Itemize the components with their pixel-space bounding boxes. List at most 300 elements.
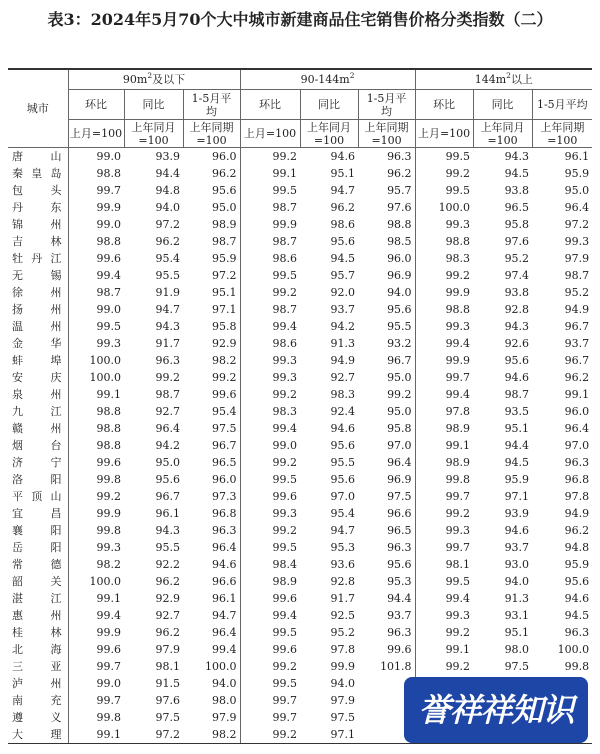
index-cell-avg: 96.1 <box>564 150 590 163</box>
index-cell-yoy: 95.7 <box>330 269 356 282</box>
city-cell <box>8 267 68 284</box>
city-name: 常德 <box>12 558 62 571</box>
index-cell-yoy: 94.3 <box>504 150 530 163</box>
index-cell-yoy: 97.8 <box>330 643 356 656</box>
city-name: 洛阳 <box>12 473 62 486</box>
index-cell-yoy: 94.3 <box>504 320 530 333</box>
base-label-same-month-last-year: 上年同月=100 <box>473 120 532 148</box>
table-row <box>8 403 592 420</box>
index-cell-mom: 99.4 <box>445 337 471 350</box>
city-cell <box>8 505 68 522</box>
table-row <box>8 148 592 166</box>
index-cell-yoy: 94.7 <box>155 303 180 316</box>
index-cell-avg: 96.0 <box>358 250 415 267</box>
index-cell-yoy: 92.7 <box>330 371 356 384</box>
index-cell-yoy: 95.3 <box>330 541 356 554</box>
index-cell-yoy: 93.7 <box>504 541 530 554</box>
index-cell-yoy: 92.2 <box>155 558 180 571</box>
city-name: 扬州 <box>12 303 62 316</box>
index-cell-yoy: 98.6 <box>330 218 356 231</box>
index-cell-mom: 99.5 <box>272 473 298 486</box>
index-cell-mom: 99.0 <box>272 439 298 452</box>
index-cell-avg: 98.7 <box>564 269 590 282</box>
index-cell-yoy: 98.7 <box>155 388 180 401</box>
city-name: 泸州 <box>12 677 62 690</box>
index-cell-avg: 94.6 <box>564 592 590 605</box>
index-cell-yoy: 94.5 <box>330 252 356 265</box>
index-cell-yoy: 95.8 <box>504 218 530 231</box>
city-cell <box>8 369 68 386</box>
index-cell-yoy: 95.6 <box>330 473 356 486</box>
index-cell-yoy: 95.9 <box>504 473 530 486</box>
index-cell-yoy: 95.5 <box>155 269 180 282</box>
city-name: 襄阳 <box>12 524 62 537</box>
index-cell-yoy: 95.2 <box>330 626 356 639</box>
index-cell-mom: 98.9 <box>272 575 298 588</box>
index-cell-avg: 96.3 <box>358 148 415 166</box>
index-cell-yoy: 94.6 <box>330 422 356 435</box>
table-header <box>8 69 592 148</box>
index-cell-avg: 95.4 <box>183 403 240 420</box>
index-cell-mom: 99.4 <box>96 609 121 622</box>
index-cell-avg: 95.8 <box>183 318 240 335</box>
index-cell-yoy: 95.2 <box>504 252 530 265</box>
index-cell-avg: 96.0 <box>564 405 590 418</box>
index-cell-avg: 94.9 <box>564 507 590 520</box>
table-row <box>8 505 592 522</box>
index-cell-mom: 99.9 <box>96 507 121 520</box>
index-cell-yoy: 95.6 <box>330 439 356 452</box>
index-cell-avg: 100.0 <box>183 658 240 675</box>
table-row <box>8 488 592 505</box>
index-cell-yoy: 94.7 <box>330 184 356 197</box>
col-header-avg-label: 1-5月平均 <box>191 91 232 118</box>
index-cell-avg: 96.2 <box>564 371 590 384</box>
index-cell-mom: 99.2 <box>445 660 471 673</box>
index-cell-avg: 95.6 <box>183 182 240 199</box>
index-cell-avg: 94.4 <box>358 590 415 607</box>
index-cell-yoy: 94.5 <box>504 167 530 180</box>
index-cell-yoy: 96.3 <box>155 354 180 367</box>
index-cell-avg: 95.9 <box>183 250 240 267</box>
index-cell-yoy: 94.0 <box>504 575 530 588</box>
index-cell-avg: 93.7 <box>358 607 415 624</box>
index-cell-mom: 98.9 <box>445 456 471 469</box>
index-cell-avg: 96.3 <box>564 626 590 639</box>
index-cell-yoy: 97.5 <box>330 711 356 724</box>
index-cell-yoy: 94.6 <box>504 524 530 537</box>
watermark-logo: 誉祥祥知识 <box>404 677 588 743</box>
index-cell-yoy: 96.2 <box>155 575 180 588</box>
index-cell-avg: 97.6 <box>358 199 415 216</box>
index-cell-yoy: 99.9 <box>330 660 356 673</box>
index-cell-yoy: 98.3 <box>330 388 356 401</box>
city-name: 遵义 <box>12 711 62 724</box>
group-label-sup: 2 <box>349 71 355 80</box>
index-cell-yoy: 95.4 <box>330 507 356 520</box>
index-cell-yoy: 92.5 <box>330 609 356 622</box>
index-cell-avg: 96.9 <box>358 471 415 488</box>
table-row <box>8 216 592 233</box>
index-cell-yoy: 93.7 <box>330 303 356 316</box>
index-cell-yoy: 96.2 <box>155 626 180 639</box>
index-cell-avg: 96.7 <box>564 320 590 333</box>
index-cell-avg: 97.5 <box>358 488 415 505</box>
index-cell-mom: 99.5 <box>272 626 298 639</box>
index-cell-yoy: 95.6 <box>155 473 180 486</box>
city-name: 金华 <box>12 337 62 350</box>
index-cell-avg: 97.2 <box>183 267 240 284</box>
index-cell-avg: 94.6 <box>183 556 240 573</box>
index-cell-mom: 99.9 <box>96 201 121 214</box>
table-row <box>8 352 592 369</box>
index-cell-yoy: 97.1 <box>504 490 530 503</box>
index-cell-mom: 99.4 <box>272 609 298 622</box>
index-cell-yoy: 94.0 <box>155 201 180 214</box>
index-cell-mom: 99.6 <box>272 490 298 503</box>
index-cell-yoy: 93.8 <box>504 286 530 299</box>
city-cell <box>8 641 68 658</box>
city-name: 徐州 <box>12 286 62 299</box>
index-cell-mom: 99.2 <box>272 524 298 537</box>
city-cell <box>8 488 68 505</box>
index-cell-mom: 98.8 <box>96 422 121 435</box>
index-cell-avg: 95.0 <box>358 403 415 420</box>
city-name: 三亚 <box>12 660 62 673</box>
city-name: 丹东 <box>12 201 62 214</box>
index-cell-mom: 98.7 <box>272 303 298 316</box>
col-header-yoy: 同比 <box>124 90 183 120</box>
city-cell <box>8 437 68 454</box>
index-cell-yoy: 96.2 <box>155 235 180 248</box>
table-row <box>8 471 592 488</box>
city-name: 北海 <box>12 643 62 656</box>
city-cell <box>8 658 68 675</box>
index-cell-yoy: 97.5 <box>504 660 530 673</box>
index-cell-mom: 98.8 <box>96 235 121 248</box>
index-cell-yoy: 92.4 <box>330 405 356 418</box>
index-cell-mom: 99.6 <box>272 592 298 605</box>
index-cell-avg: 94.5 <box>564 609 590 622</box>
index-cell-avg: 94.7 <box>183 607 240 624</box>
index-cell-yoy: 98.1 <box>155 660 180 673</box>
city-name: 大理 <box>12 728 62 741</box>
index-cell-avg: 95.1 <box>183 284 240 301</box>
index-cell-avg: 96.2 <box>183 165 240 182</box>
group-label-sup: 2 <box>506 71 511 80</box>
index-cell-mom: 98.8 <box>445 235 471 248</box>
index-cell-avg: 95.7 <box>358 182 415 199</box>
city-cell <box>8 726 68 744</box>
group-label-suffix: 以上 <box>510 73 533 86</box>
index-cell-mom: 99.6 <box>96 643 121 656</box>
index-cell-avg: 95.9 <box>564 558 590 571</box>
index-cell-yoy: 93.0 <box>504 558 530 571</box>
index-cell-mom: 99.6 <box>272 643 298 656</box>
index-cell-avg: 96.2 <box>564 524 590 537</box>
table-row <box>8 284 592 301</box>
table-row <box>8 165 592 182</box>
index-cell-avg: 97.3 <box>183 488 240 505</box>
city-cell <box>8 233 68 250</box>
city-name: 南充 <box>12 694 62 707</box>
city-name: 锦州 <box>12 218 62 231</box>
index-cell-yoy: 94.4 <box>504 439 530 452</box>
base-label-prev-month: 上月=100 <box>415 120 473 148</box>
index-cell-mom: 98.8 <box>445 303 471 316</box>
index-cell-yoy: 97.1 <box>300 726 358 744</box>
table-row <box>8 250 592 267</box>
index-cell-mom: 99.0 <box>96 150 121 163</box>
city-name: 桂林 <box>12 626 62 639</box>
city-name: 湛江 <box>12 592 62 605</box>
index-cell-mom: 99.8 <box>96 473 121 486</box>
index-cell-yoy: 93.6 <box>330 558 356 571</box>
index-cell-mom: 99.4 <box>445 388 471 401</box>
index-cell-avg: 95.6 <box>564 575 590 588</box>
index-cell-mom: 99.3 <box>445 524 471 537</box>
city-name: 无锡 <box>12 269 62 282</box>
index-cell-yoy: 94.2 <box>155 439 180 452</box>
index-cell-avg: 96.6 <box>183 573 240 590</box>
index-cell-yoy: 95.6 <box>504 354 530 367</box>
table-row <box>8 369 592 386</box>
index-cell-yoy: 98.0 <box>504 643 530 656</box>
city-cell <box>8 590 68 607</box>
city-cell <box>8 250 68 267</box>
index-cell-mom: 99.3 <box>272 371 298 384</box>
city-cell <box>8 624 68 641</box>
index-cell-avg: 99.6 <box>358 641 415 658</box>
index-cell-yoy: 95.5 <box>155 541 180 554</box>
index-cell-avg: 95.8 <box>358 420 415 437</box>
index-cell-avg: 101.8 <box>358 658 415 675</box>
index-cell-avg: 100.0 <box>557 643 590 656</box>
index-cell-yoy: 99.2 <box>155 371 180 384</box>
index-cell-avg: 99.4 <box>183 641 240 658</box>
city-cell <box>8 284 68 301</box>
index-cell-mom: 99.4 <box>445 592 471 605</box>
base-label-same-period-last-year: 上年同期=100 <box>532 120 592 148</box>
index-cell-mom: 99.3 <box>445 609 471 622</box>
city-name: 蚌埠 <box>12 354 62 367</box>
group-label: 90m <box>122 73 148 86</box>
index-cell-mom: 99.5 <box>272 677 298 690</box>
city-cell <box>8 675 68 692</box>
index-cell-mom: 99.5 <box>272 269 298 282</box>
index-cell-mom: 98.6 <box>272 252 298 265</box>
index-cell-avg: 99.8 <box>564 660 590 673</box>
index-cell-avg: 97.1 <box>183 301 240 318</box>
index-cell-avg: 96.5 <box>183 454 240 471</box>
city-name: 温州 <box>12 320 62 333</box>
index-cell-avg: 99.6 <box>183 386 240 403</box>
city-name: 包头 <box>12 184 62 197</box>
base-label-prev-month: 上月=100 <box>240 120 300 148</box>
base-label-same-period-last-year: 上年同期=100 <box>358 120 415 148</box>
index-cell-mom: 99.6 <box>96 456 121 469</box>
col-header-yoy: 同比 <box>300 90 358 120</box>
index-cell-mom: 100.0 <box>89 575 121 588</box>
index-cell-avg: 99.1 <box>564 388 590 401</box>
index-cell-avg: 99.2 <box>358 386 415 403</box>
index-cell-mom: 99.7 <box>96 660 121 673</box>
city-cell <box>8 454 68 471</box>
index-cell-yoy: 96.4 <box>155 422 180 435</box>
index-cell-yoy: 92.9 <box>155 592 180 605</box>
index-cell-yoy: 92.7 <box>155 609 180 622</box>
index-cell-avg: 95.6 <box>358 301 415 318</box>
index-cell-avg: 98.0 <box>183 692 240 709</box>
index-cell-mom: 100.0 <box>89 354 121 367</box>
city-name: 泉州 <box>12 388 62 401</box>
index-cell-mom: 99.9 <box>96 626 121 639</box>
city-cell <box>8 709 68 726</box>
city-cell <box>8 318 68 335</box>
index-cell-mom: 99.7 <box>272 694 298 707</box>
base-label-same-month-last-year: 上年同月=100 <box>124 120 183 148</box>
col-header-yoy: 同比 <box>473 90 532 120</box>
table-row <box>8 522 592 539</box>
index-cell-avg: 96.0 <box>183 148 240 166</box>
col-header-avg <box>358 90 415 120</box>
city-name: 唐山 <box>12 150 62 163</box>
group-header-144-above <box>415 69 592 90</box>
index-cell-mom: 98.3 <box>272 405 298 418</box>
index-cell-avg: 96.4 <box>183 624 240 641</box>
index-cell-yoy: 91.7 <box>330 592 356 605</box>
index-cell-mom: 99.7 <box>272 711 298 724</box>
city-cell <box>8 148 68 166</box>
index-cell-avg: 94.9 <box>564 303 590 316</box>
index-cell-mom: 99.7 <box>445 541 471 554</box>
index-cell-mom: 98.6 <box>272 337 298 350</box>
index-cell-avg: 96.0 <box>183 471 240 488</box>
index-cell-avg: 96.3 <box>358 539 415 556</box>
index-cell-avg: 96.3 <box>564 456 590 469</box>
index-cell-mom: 98.7 <box>272 201 298 214</box>
index-cell-mom: 99.2 <box>96 490 121 503</box>
index-cell-yoy: 95.1 <box>504 422 530 435</box>
index-cell-mom: 98.3 <box>445 252 471 265</box>
index-cell-mom: 99.2 <box>445 167 471 180</box>
index-cell-mom: 99.2 <box>445 269 471 282</box>
index-cell-mom: 99.7 <box>96 184 121 197</box>
city-cell <box>8 573 68 590</box>
index-cell-avg: 96.7 <box>564 354 590 367</box>
index-cell-yoy: 94.9 <box>330 354 356 367</box>
index-cell-mom: 99.1 <box>445 643 471 656</box>
table-row <box>8 233 592 250</box>
group-label-suffix: 及以下 <box>152 73 186 86</box>
table-row <box>8 607 592 624</box>
index-cell-mom: 99.3 <box>445 320 471 333</box>
col-header-mom: 环比 <box>415 90 473 120</box>
index-cell-avg: 97.9 <box>183 709 240 726</box>
table-row <box>8 301 592 318</box>
index-cell-yoy: 95.4 <box>155 252 180 265</box>
city-name: 赣州 <box>12 422 62 435</box>
index-cell-avg: 97.8 <box>564 490 590 503</box>
index-cell-mom: 99.7 <box>445 490 471 503</box>
index-cell-mom: 99.5 <box>445 184 471 197</box>
city-name: 吉林 <box>12 235 62 248</box>
index-cell-yoy: 94.5 <box>504 456 530 469</box>
index-cell-avg: 97.9 <box>564 252 590 265</box>
group-header-90-and-below <box>68 69 240 90</box>
table-row <box>8 454 592 471</box>
base-label-prev-month: 上月=100 <box>68 120 124 148</box>
index-cell-mom: 99.2 <box>272 456 298 469</box>
index-cell-avg: 97.2 <box>564 218 590 231</box>
index-cell-avg: 93.7 <box>564 337 590 350</box>
index-cell-mom: 99.7 <box>445 371 471 384</box>
index-cell-mom: 100.0 <box>89 371 121 384</box>
table-row <box>8 590 592 607</box>
city-name: 惠州 <box>12 609 62 622</box>
index-cell-yoy: 91.3 <box>330 337 356 350</box>
city-name: 秦皇岛 <box>12 167 62 180</box>
index-cell-avg: 95.5 <box>358 318 415 335</box>
index-cell-yoy: 94.7 <box>330 524 356 537</box>
index-cell-yoy: 97.2 <box>124 726 183 744</box>
table-row <box>8 386 592 403</box>
index-cell-mom: 99.8 <box>96 711 121 724</box>
table-row <box>8 539 592 556</box>
index-cell-avg: 95.6 <box>358 556 415 573</box>
index-cell-mom: 99.5 <box>272 184 298 197</box>
index-cell-yoy: 92.7 <box>155 405 180 418</box>
index-cell-avg: 97.0 <box>358 437 415 454</box>
table-row <box>8 437 592 454</box>
index-cell-mom: 98.7 <box>96 286 121 299</box>
index-cell-yoy: 97.5 <box>155 711 180 724</box>
index-cell-mom: 98.9 <box>445 422 471 435</box>
index-cell-avg: 96.4 <box>564 201 590 214</box>
table-row <box>8 420 592 437</box>
index-cell-mom: 99.0 <box>96 303 121 316</box>
city-name: 岳阳 <box>12 541 62 554</box>
index-cell-mom: 99.2 <box>240 726 300 744</box>
index-cell-yoy: 97.9 <box>330 694 356 707</box>
city-cell <box>8 607 68 624</box>
city-cell <box>8 556 68 573</box>
index-cell-mom: 99.4 <box>272 422 298 435</box>
table-body <box>8 148 592 744</box>
index-cell-avg: 96.5 <box>358 522 415 539</box>
city-cell <box>8 403 68 420</box>
index-cell-mom: 99.1 <box>96 388 121 401</box>
col-header-avg <box>183 90 240 120</box>
index-cell-mom: 99.5 <box>445 150 471 163</box>
index-cell-mom: 99.5 <box>445 575 471 588</box>
index-cell-mom: 99.1 <box>445 439 471 452</box>
index-cell-avg: 97.0 <box>564 439 590 452</box>
table-row <box>8 318 592 335</box>
index-cell-mom: 99.8 <box>96 524 121 537</box>
index-cell-yoy: 97.4 <box>504 269 530 282</box>
city-name: 宜昌 <box>12 507 62 520</box>
index-cell-yoy: 94.4 <box>155 167 180 180</box>
city-cell <box>8 182 68 199</box>
table-row <box>8 624 592 641</box>
col-header-avg-label: 1-5月平均 <box>366 91 407 118</box>
index-cell-avg: 94.0 <box>183 675 240 692</box>
index-cell-mom: 99.3 <box>445 218 471 231</box>
index-cell-avg: 98.2 <box>183 726 240 744</box>
city-name: 韶关 <box>12 575 62 588</box>
index-cell-avg: 99.2 <box>183 369 240 386</box>
